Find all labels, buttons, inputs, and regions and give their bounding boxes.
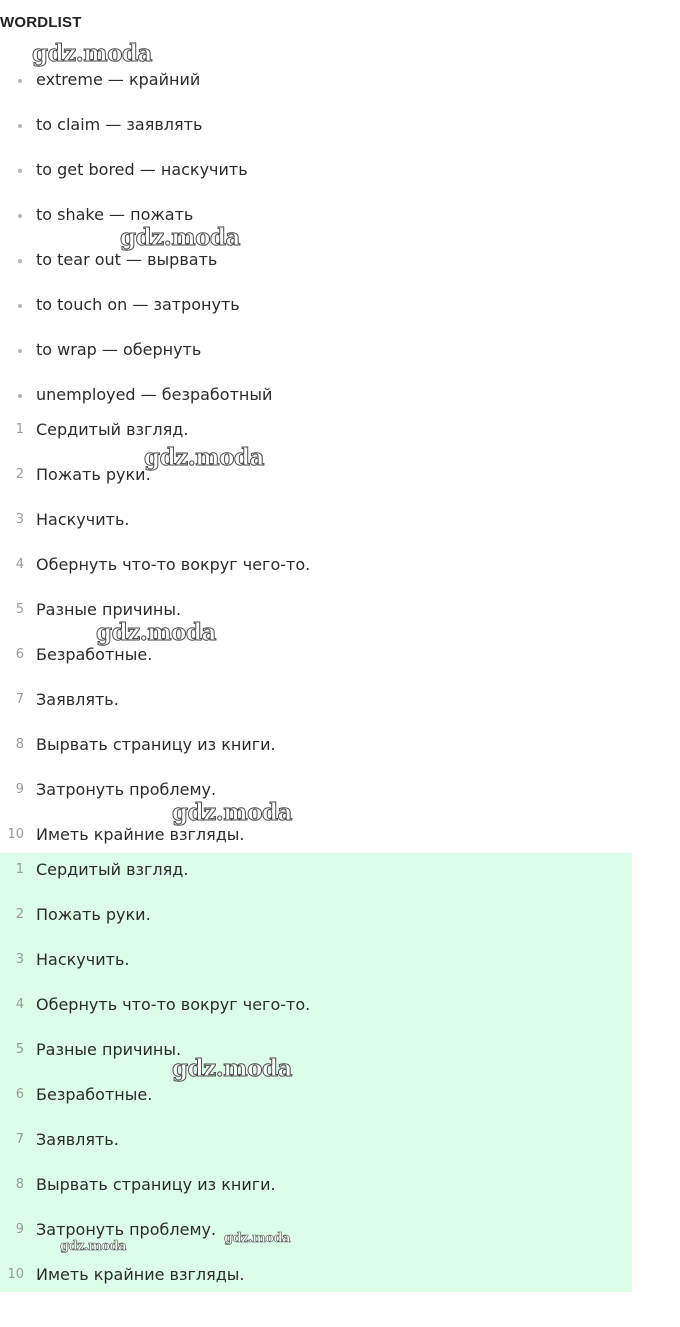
- item-number: 1: [15, 422, 24, 437]
- answer-item-text: Безработные.: [36, 1085, 153, 1104]
- watermark: gdz.moda: [120, 224, 240, 251]
- answer-item-text: Разные причины.: [36, 1040, 182, 1059]
- exercise-item-text: Заявлять.: [36, 690, 119, 709]
- item-number: 10: [7, 827, 24, 842]
- exercise-item-text: Наскучить.: [36, 510, 130, 529]
- answer-item: [0, 1037, 181, 1063]
- item-number: 5: [15, 602, 24, 617]
- exercise-item: [0, 552, 310, 578]
- exercise-item: [0, 732, 276, 758]
- item-number: 3: [15, 512, 24, 527]
- exercise-item: [0, 687, 119, 713]
- answer-item-text: Затронуть проблему.: [36, 1220, 217, 1239]
- item-number: 1: [15, 862, 24, 877]
- answer-item: [0, 1082, 152, 1108]
- answer-item: [0, 1127, 119, 1153]
- bullet-icon: [0, 247, 24, 273]
- watermark: gdz.moda: [32, 40, 152, 67]
- exercise-item-text: Обернуть что-то вокруг чего-то.: [36, 555, 311, 574]
- exercise-item: [0, 417, 188, 443]
- wordlist-item-text: to tear out — вырвать: [36, 250, 218, 269]
- wordlist-item: [0, 67, 200, 93]
- wordlist-item-text: extreme — крайний: [36, 70, 201, 89]
- exercise-item-text: Сердитый взгляд.: [36, 420, 189, 439]
- item-number: 7: [15, 1132, 24, 1147]
- item-number: 5: [15, 1042, 24, 1057]
- wordlist-item-text: to wrap — обернуть: [36, 340, 202, 359]
- watermark: gdz.moda: [96, 619, 216, 646]
- wordlist-item-text: to claim — заявлять: [36, 115, 203, 134]
- bullet-icon: [0, 157, 24, 183]
- item-number: 2: [15, 467, 24, 482]
- wordlist-item-text: to shake — пожать: [36, 205, 194, 224]
- answer-item-text: Наскучить.: [36, 950, 130, 969]
- item-number: 4: [15, 997, 24, 1012]
- watermark: gdz.moda: [172, 1055, 292, 1082]
- answer-item: [0, 902, 151, 928]
- answer-item: [0, 992, 310, 1018]
- item-number: 4: [15, 557, 24, 572]
- wordlist-item: [0, 382, 272, 408]
- wordlist-item-text: to get bored — наскучить: [36, 160, 248, 179]
- exercise-item-text: Пожать руки.: [36, 465, 151, 484]
- item-number: 8: [15, 1177, 24, 1192]
- answer-item-text: Пожать руки.: [36, 905, 151, 924]
- bullet-icon: [0, 382, 24, 408]
- exercise-item: [0, 462, 151, 488]
- answer-item-text: Сердитый взгляд.: [36, 860, 189, 879]
- watermark: gdz.moda: [224, 1231, 291, 1246]
- item-number: 9: [15, 1222, 24, 1237]
- item-number: 9: [15, 782, 24, 797]
- bullet-icon: [0, 337, 24, 363]
- answer-item: [0, 947, 129, 973]
- exercise-item-text: Иметь крайние взгляды.: [36, 825, 245, 844]
- item-number: 7: [15, 692, 24, 707]
- exercise-item-text: Вырвать страницу из книги.: [36, 735, 276, 754]
- bullet-icon: [0, 112, 24, 138]
- watermark: gdz.moda: [172, 799, 292, 826]
- wordlist-item-text: unemployed — безработный: [36, 385, 273, 404]
- answer-item: [0, 857, 188, 883]
- item-number: 2: [15, 907, 24, 922]
- exercise-item: [0, 507, 129, 533]
- answer-item: [0, 1172, 276, 1198]
- bullet-icon: [0, 292, 24, 318]
- bullet-icon: [0, 67, 24, 93]
- item-number: 6: [15, 647, 24, 662]
- watermark: gdz.moda: [60, 1239, 127, 1254]
- item-number: 8: [15, 737, 24, 752]
- answer-item-text: Заявлять.: [36, 1130, 119, 1149]
- exercise-item-text: Затронуть проблему.: [36, 780, 217, 799]
- wordlist-heading: WORDLIST: [0, 14, 82, 31]
- item-number: 10: [7, 1267, 24, 1282]
- answer-item: [0, 1262, 245, 1288]
- wordlist-item: [0, 292, 240, 318]
- wordlist-item-text: to touch on — затронуть: [36, 295, 240, 314]
- answer-item-text: Вырвать страницу из книги.: [36, 1175, 276, 1194]
- answer-item-text: Обернуть что-то вокруг чего-то.: [36, 995, 311, 1014]
- wordlist-item: [0, 112, 202, 138]
- item-number: 6: [15, 1087, 24, 1102]
- exercise-item-text: Разные причины.: [36, 600, 182, 619]
- watermark: gdz.moda: [144, 444, 264, 471]
- bullet-icon: [0, 202, 24, 228]
- wordlist-item: [0, 157, 248, 183]
- answer-item-text: Иметь крайние взгляды.: [36, 1265, 245, 1284]
- item-number: 3: [15, 952, 24, 967]
- exercise-item-text: Безработные.: [36, 645, 153, 664]
- wordlist-item: [0, 337, 201, 363]
